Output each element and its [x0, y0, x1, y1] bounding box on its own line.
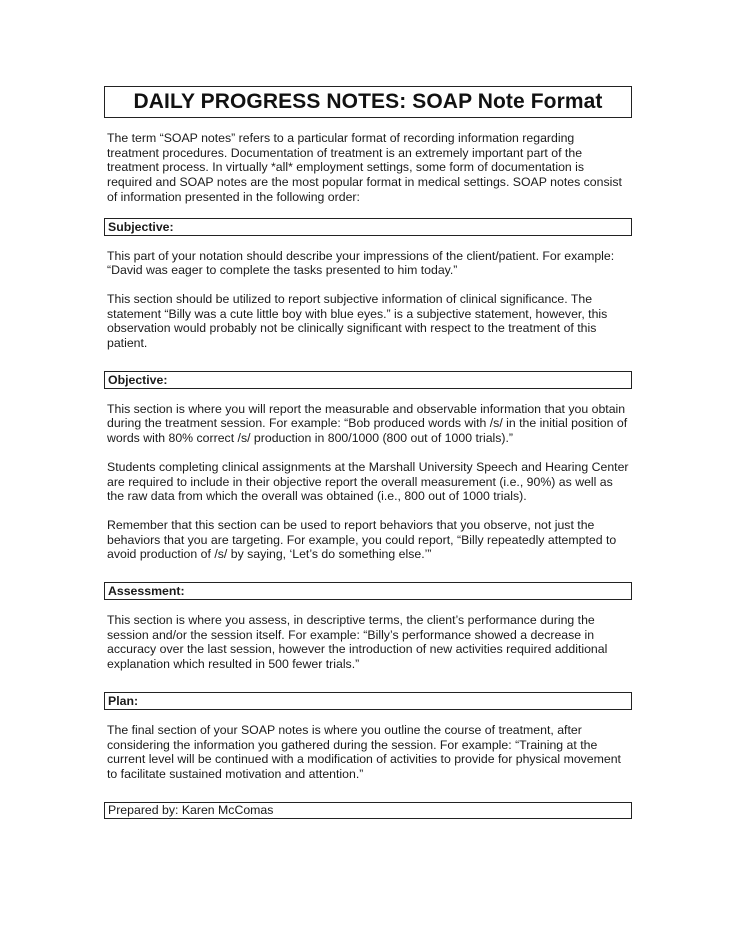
- subjective-paragraph-2: This section should be utilized to report subjective information of clinical significance. The statement “Billy was a cute little boy with blue eyes.” is a subjective statement, however, this observation would probably not be clinically significant with respect to the treatment of this patient.: [107, 291, 608, 351]
- objective-paragraph-1: This section is where you will report the measurable and observable information that you obtain during the treatment session. For example: “Bob produced words with /s/ in the initial position of words with 80% correct /s/ production in 800/1000 (800 out of 1000 trials).”: [107, 401, 628, 446]
- assessment-paragraph-1: This section is where you assess, in descriptive terms, the client’s performance during the session and/or the session itself. For example: “Billy’s performance showed a decrease in accuracy over the last session, however the introduction of new activities required additional explanation which resulted in 500 fewer trials.”: [107, 613, 608, 672]
- intro-paragraph: The term “SOAP notes” refers to a particular format of recording information regarding treatment procedures. Documentation of treatment is an extremely important part of the treatment process. In virtually *all* employment settings, some form of documentation is required and SOAP notes are the most popular format in medical settings. SOAP notes consist of information presented in the following order:: [107, 131, 622, 204]
- document-title: DAILY PROGRESS NOTES: SOAP Note Format: [104, 86, 632, 118]
- prepared-by-box: Prepared by: Karen McComas: [104, 802, 632, 819]
- document-page: [104, 86, 632, 819]
- section-header-objective: Objective:: [104, 371, 632, 389]
- subjective-paragraph-1: This part of your notation should describe your impressions of the client/patient. For example: “David was eager to complete the tasks presented to him today.”: [107, 248, 615, 278]
- section-header-plan: Plan:: [104, 692, 632, 710]
- section-header-assessment: Assessment:: [104, 582, 632, 600]
- section-header-subjective: Subjective:: [104, 218, 632, 236]
- objective-paragraph-3: Remember that this section can be used to report behaviors that you observe, not just the behaviors that you are targeting. For example, you could report, “Billy repeatedly attempted to avoid production of /s/ by saying, ‘Let’s do something else.’”: [107, 517, 617, 562]
- plan-paragraph-1: The final section of your SOAP notes is where you outline the course of treatment, after considering the information you gathered during the session. For example: “Training at the current level will be continued with a modification of activities to provide for physical movement to facilitate sustained motivation and attention.”: [107, 722, 621, 781]
- objective-paragraph-2: Students completing clinical assignments at the Marshall University Speech and Hearing Center are required to include in their objective report the overall measurement (i.e., 90%) as well as the raw data from which the overall was obtained (i.e., 800 out of 1000 trials).: [107, 459, 629, 504]
